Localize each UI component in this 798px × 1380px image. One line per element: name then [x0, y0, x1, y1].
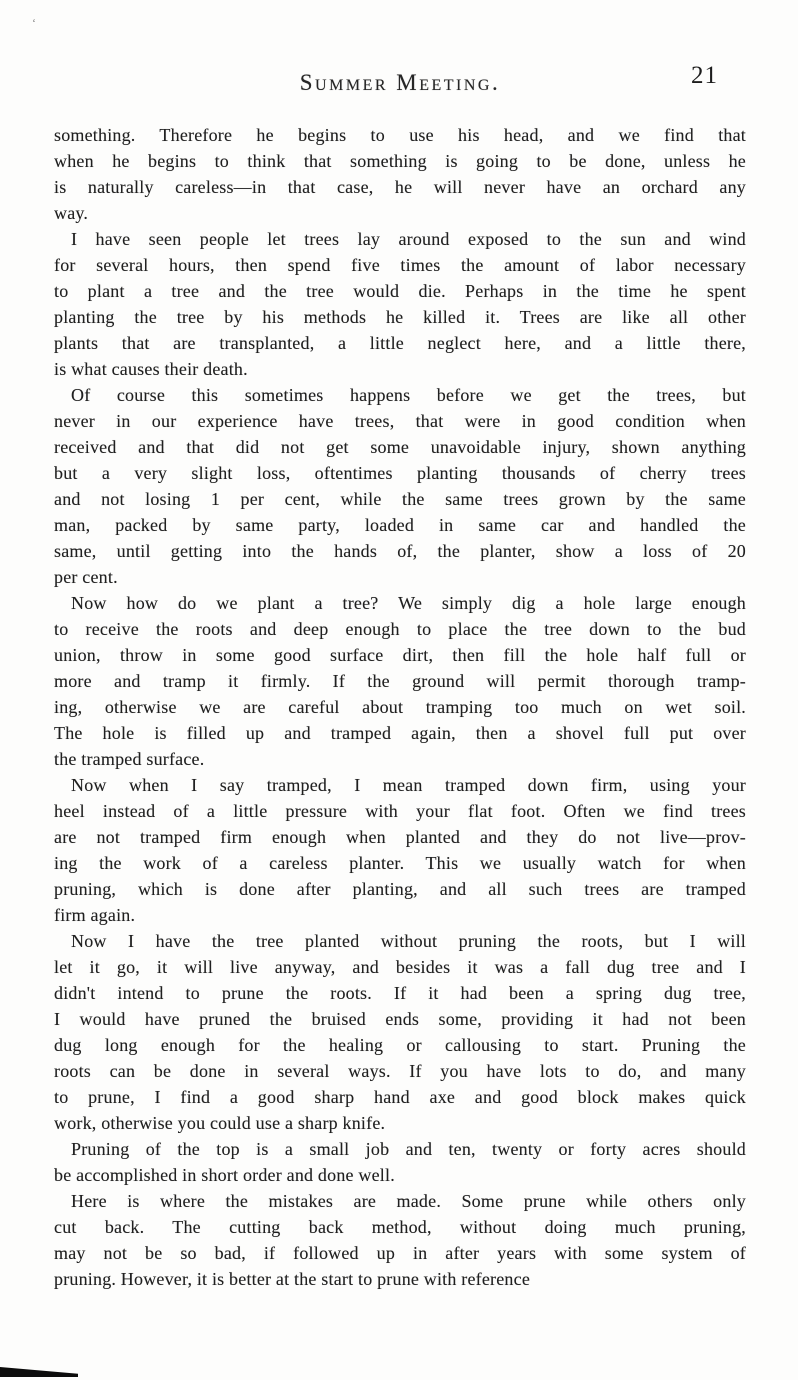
paragraph	[54, 928, 746, 1136]
text-line: I would have pruned the bruised ends some, providing it had not been	[54, 1009, 746, 1029]
text-line: is what causes their death.	[54, 359, 248, 379]
text-line: Here is where the mistakes are made. Some prune while others only	[71, 1191, 746, 1211]
paragraph	[54, 382, 746, 590]
page-number: 21	[691, 62, 718, 89]
text-line: let it go, it will live anyway, and besides it was a fall dug tree and I	[54, 957, 746, 977]
scan-artifact-wedge	[0, 1367, 78, 1377]
paragraph	[54, 772, 746, 928]
text-line: work, otherwise you could use a sharp knife.	[54, 1113, 386, 1133]
text-line: to receive the roots and deep enough to place the tree down to the bud	[54, 619, 746, 639]
text-line: firm again.	[54, 905, 136, 925]
text-line: Now when I say tramped, I mean tramped down firm, using your	[71, 775, 746, 795]
text-line: Of course this sometimes happens before we get the trees, but	[71, 385, 746, 405]
text-line: never in our experience have trees, that were in good condition when	[54, 411, 746, 431]
text-line: cut back. The cutting back method, without doing much pruning,	[54, 1217, 746, 1237]
text-line: man, packed by same party, loaded in same car and handled the	[54, 515, 746, 535]
text-line: per cent.	[54, 567, 118, 587]
running-title: Summer Meeting.	[299, 70, 501, 95]
text-line: ing the work of a careless planter. This we usually watch for when	[54, 853, 746, 873]
paragraph	[54, 590, 746, 772]
text-line: ing, otherwise we are careful about tramping too much on wet soil.	[54, 697, 746, 717]
text-line: dug long enough for the healing or callousing to start. Pruning the	[54, 1035, 746, 1055]
text-line: planting the tree by his methods he killed it. Trees are like all other	[54, 307, 746, 327]
text-line: when he begins to think that something is going to be done, unless he	[54, 151, 746, 171]
body-text	[54, 122, 746, 1292]
text-line: heel instead of a little pressure with your flat foot. Often we find trees	[54, 801, 746, 821]
page-header	[54, 62, 746, 102]
text-line: received and that did not get some unavoidable injury, shown anything	[54, 437, 746, 457]
text-line: plants that are transplanted, a little neglect here, and a little there,	[54, 333, 746, 353]
text-line: way.	[54, 203, 89, 223]
text-line: may not be so bad, if followed up in after years with some system of	[54, 1243, 746, 1263]
text-line: Now I have the tree planted without pruning the roots, but I will	[71, 931, 746, 951]
paragraph	[54, 122, 746, 226]
paragraph	[54, 1136, 746, 1188]
text-line: roots can be done in several ways. If you have lots to do, and many	[54, 1061, 746, 1081]
text-line: the tramped surface.	[54, 749, 205, 769]
text-line: Now how do we plant a tree? We simply dig a hole large enough	[71, 593, 746, 613]
text-line: something. Therefore he begins to use his head, and we find that	[54, 125, 746, 145]
text-line: didn't intend to prune the roots. If it had been a spring dug tree,	[54, 983, 746, 1003]
paragraph	[54, 226, 746, 382]
text-line: are not tramped firm enough when planted and they do not live—prov-	[54, 827, 746, 847]
text-line: The hole is filled up and tramped again, then a shovel full put over	[54, 723, 746, 743]
text-line: to plant a tree and the tree would die. Perhaps in the time he spent	[54, 281, 746, 301]
text-line: and not losing 1 per cent, while the same trees grown by the same	[54, 489, 746, 509]
text-line: union, throw in some good surface dirt, then fill the hole half full or	[54, 645, 746, 665]
scan-artifact-mark: ‘	[32, 16, 36, 30]
text-line: to prune, I find a good sharp hand axe and good block makes quick	[54, 1087, 746, 1107]
text-line: same, until getting into the hands of, the planter, show a loss of 20	[54, 541, 746, 561]
text-line: pruning. However, it is better at the start to prune with reference	[54, 1269, 531, 1289]
text-line: but a very slight loss, oftentimes planting thousands of cherry trees	[54, 463, 746, 483]
text-line: for several hours, then spend five times the amount of labor necessary	[54, 255, 746, 275]
text-line: I have seen people let trees lay around exposed to the sun and wind	[71, 229, 746, 249]
paragraph	[54, 1188, 746, 1292]
text-line: pruning, which is done after planting, and all such trees are tramped	[54, 879, 746, 899]
text-line: more and tramp it firmly. If the ground will permit thorough tramp-	[54, 671, 746, 691]
text-line: is naturally careless—in that case, he will never have an orchard any	[54, 177, 746, 197]
text-line: be accomplished in short order and done well.	[54, 1165, 395, 1185]
text-line: Pruning of the top is a small job and ten, twenty or forty acres should	[71, 1139, 746, 1159]
